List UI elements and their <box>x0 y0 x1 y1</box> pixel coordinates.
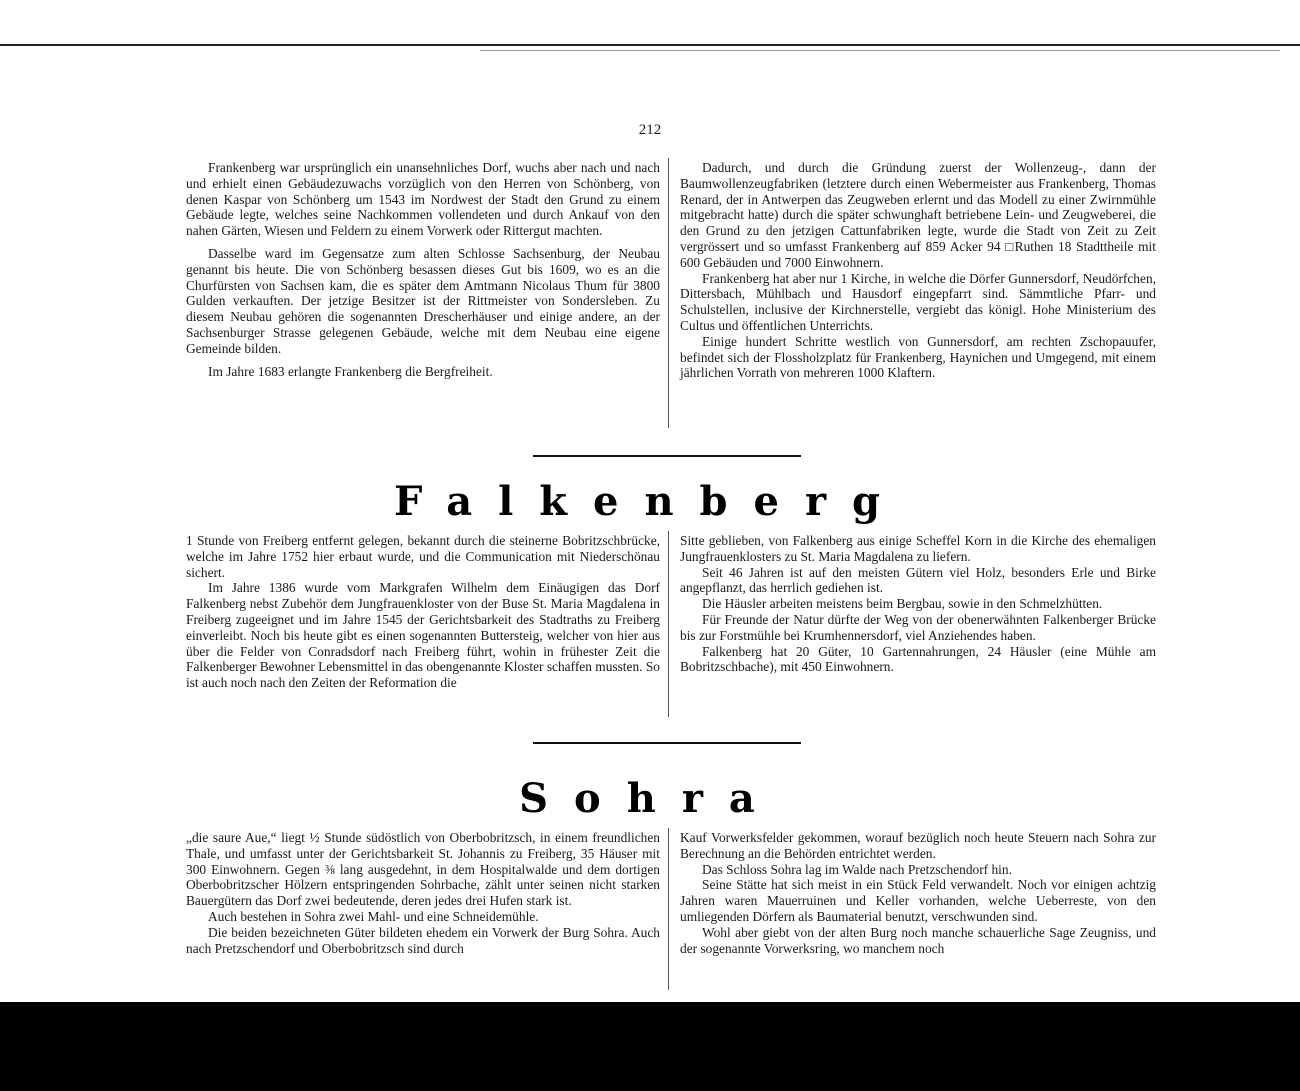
top-rule <box>0 44 1300 46</box>
paragraph: Falkenberg hat 20 Güter, 10 Gartennahrungen, 24 Häusler (eine Mühle am Bobritzschbache), mit 450 Einwohnern. <box>680 643 1156 675</box>
page-number: 212 <box>638 122 662 138</box>
section1-right-column <box>680 160 1156 381</box>
section2-left-column <box>186 533 660 691</box>
paragraph: Wohl aber giebt von der alten Burg noch manche schauerliche Sage Zeugniss, und der sogenannte Vorwerksring, wo manchem noch <box>680 924 1156 956</box>
paragraph: Auch bestehen in Sohra zwei Mahl- und eine Schneidemühle. <box>208 908 539 924</box>
section3-left-column <box>186 830 660 956</box>
column-divider <box>668 531 669 717</box>
paragraph: Frankenberg war ursprünglich ein unansehnliches Dorf, wuchs aber nach und nach und erhielt einen Gebäudezuwachs vorzüglich von den Herren von Schönberg, von denen Kaspar von Schönberg um 1543 im Nordwest der Stadt den Grund zu einem Gebäude legte, welches seine Nachkommen vollendeten und durch Ankauf von den nahen Gärten, Wiesen und Feldern zu einem Vorwerk oder Rittergut machten. <box>186 160 660 239</box>
paragraph: Dasselbe ward im Gegensatze zum alten Schlosse Sachsenburg, der Neubau genannt bis heute. Die von Schönberg besassen dieses Gut bis 1609, wo es an die Churfürsten von Sachsen kam, die es später dem Amtmann Nicolaus Thum für 3800 Gulden verkauften. Der jetzige Besitzer ist der Rittmeister von Sondersleben. Zu diesem Neubau gehören die sogenannten Drescherhäuser und einige andere, an der Sachsenburger Strasse gelegenen Gebäude, welche mit dem Neubau eine eigene Gemeinde bilden. <box>186 245 660 356</box>
section1-left-column <box>186 160 660 379</box>
paragraph: Die Häusler arbeiten meistens beim Bergbau, sowie in den Schmelzhütten. <box>702 596 1103 612</box>
paragraph: Für Freunde der Natur dürfte der Weg von der obenerwähnten Falkenberger Brücke bis zur Forstmühle bei Krumhennersdorf, viel Anziehendes haben. <box>680 611 1156 643</box>
section-separator <box>533 455 801 457</box>
paragraph: Das Schloss Sohra lag im Walde nach Pretzschendorf hin. <box>702 861 1012 877</box>
paragraph: Einige hundert Schritte westlich von Gunnersdorf, am rechten Zschopauufer, befindet sich der Flossholzplatz für Frankenberg, Haynichen und Umgegend, mit einem jährlichen Vorrath von mehreren 1000 Klaftern. <box>680 333 1156 381</box>
paragraph: Sitte geblieben, von Falkenberg aus einige Scheffel Korn in die Kirche des ehemaligen Jungfrauenklosters zu St. Maria Magdalena zu liefern. <box>680 533 1156 564</box>
paragraph: Die beiden bezeichneten Güter bildeten ehedem ein Vorwerk der Burg Sohra. Auch nach Pretzschendorf und Oberbobritzsch sind durch <box>186 924 660 956</box>
paragraph: Im Jahre 1386 wurde vom Markgrafen Wilhelm dem Einäugigen das Dorf Falkenberg nebst Zubehör dem Jungfrauenkloster von der Buse St. Maria Magdalena in Freiberg zugeeignet und im Jahre 1545 der Gerichtsbarkeit des Stadtraths zu Freiberg einverleibt. Noch bis heute gibt es einen sogenannten Buttersteig, welcher von hier aus über die Felder von Conradsdorf nach Freiberg führt, wohin in frühester Zeit die Falkenberger Bewohner Lebensmittel in das obengenannte Kloster schaffen mussten. So ist auch noch nach den Zeiten der Reformation die <box>186 580 661 691</box>
paragraph: Kauf Vorwerksfelder gekommen, worauf bezüglich noch heute Steuern nach Sohra zur Berechnung an die Behörden entrichtet werden. <box>680 830 1156 861</box>
section2-right-column <box>680 533 1156 675</box>
top-rule-faint <box>480 50 1280 51</box>
heading-falkenberg <box>0 478 1300 525</box>
paragraph: 1 Stunde von Freiberg entfernt gelegen, bekannt durch die steinerne Bobritzschbrücke, welche im Jahre 1752 hier erbaut wurde, und die Communication mit Niederschönau sichert. <box>186 533 660 580</box>
heading-sohra-text: Sohra <box>519 775 781 822</box>
section3-right-column <box>680 830 1156 956</box>
paragraph: Dadurch, und durch die Gründung zuerst der Wollenzeug-, dann der Baumwollenzeugfabriken (letztere durch einen Webermeister aus Frankenberg, Thomas Renard, der in Antwerpen das Zeugweben erlernt und das Modell zu einer Zwirnmühle mitgebracht hatte) durch die später schwunghaft betriebene Lein- und Zeugweberei, die den Grund zu den jetzigen Cattunfabriken legte, wurde die Stadt von Zeit zu Zeit vergrössert und so umfasst Frankenberg auf 859 Acker 94 □Ruthen 18 Stadttheile mit 600 Gebäuden und 7000 Einwohnern. <box>680 160 1156 270</box>
scan-bottom-border <box>0 1002 1300 1091</box>
paragraph: „die saure Aue,“ liegt ½ Stunde südöstlich von Oberbobritzsch, in einem freundlichen Thale, und umfasst unter der Gerichtsbarkeit St. Johannis zu Freiberg, 35 Häuser mit 300 Einwohnern. Gegen ⅜ lang ausgedehnt, in dem Hospitalwalde und dem dortigen Oberbobritzscher Hölzern entspringenden Sohrbache, zählt unter seinen nicht starken Bauergütern das Dorf zwei bedeutende, deren jedes drei Hufen stark ist. <box>186 830 660 909</box>
heading-falkenberg-text: Falkenberg <box>393 478 907 525</box>
paragraph: Im Jahre 1683 erlangte Frankenberg die Bergfreiheit. <box>208 363 493 379</box>
heading-sohra <box>0 775 1300 822</box>
paragraph: Frankenberg hat aber nur 1 Kirche, in welche die Dörfer Gunnersdorf, Neudörfchen, Dittersbach, Mühlbach und Hausdorf eingepfarrt sind. Sämmtliche Pfarr- und Schulstellen, inclusive der Kirchnerstelle, vergiebt das königl. Hohe Ministerium des Cultus und öffentlichen Unterrichts. <box>680 270 1156 333</box>
column-divider <box>668 828 669 990</box>
paragraph: Seine Stätte hat sich meist in ein Stück Feld verwandelt. Noch vor einigen achtzig Jahren waren Mauerruinen und Keller vorhanden, welche Ueberreste, von den umliegenden Dörfern als Baumaterial benutzt, verschwunden sind. <box>680 877 1156 924</box>
paragraph: Seit 46 Jahren ist auf den meisten Gütern viel Holz, besonders Erle und Birke angepflanzt, das herrlich gediehen ist. <box>680 564 1156 596</box>
section-separator <box>533 742 801 744</box>
column-divider <box>668 158 669 428</box>
